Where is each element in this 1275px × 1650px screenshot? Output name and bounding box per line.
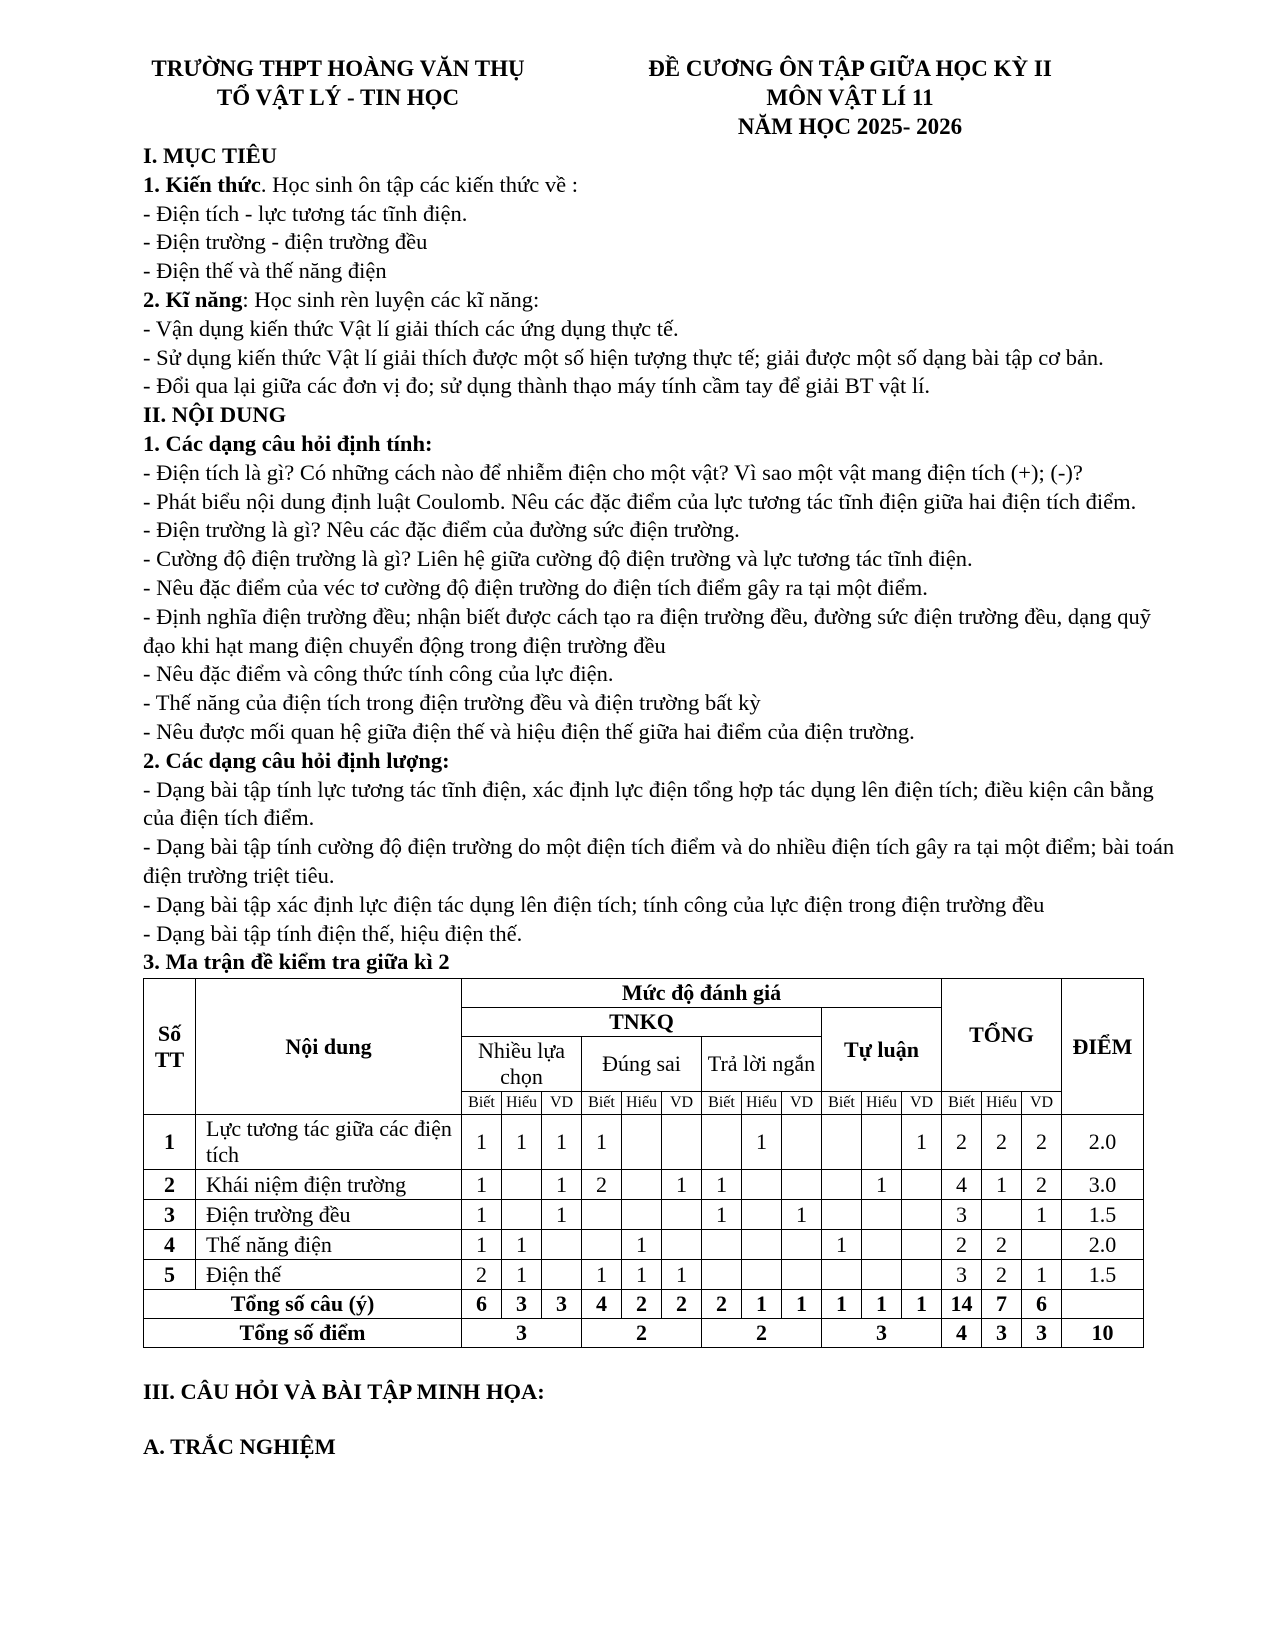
row-count-cell: 1 xyxy=(662,1170,702,1200)
group-points-cell: 3 xyxy=(822,1319,942,1348)
qualitative-item: - Thế năng của điện tích trong điện trường đều và điện trường bất kỳ xyxy=(143,690,761,716)
skills-label: 2. Kĩ năng xyxy=(143,286,243,312)
row-count-cell xyxy=(742,1200,782,1230)
row-count-cell: 1 xyxy=(582,1260,622,1290)
row-count-cell: 1 xyxy=(542,1200,582,1230)
group-points-cell: 2 xyxy=(582,1319,702,1348)
row-count-cell: 4 xyxy=(942,1170,982,1200)
row-count-cell xyxy=(822,1260,862,1290)
table-row xyxy=(144,1170,1144,1200)
row-stt: 1 xyxy=(144,1115,196,1170)
qualitative-item: - Nêu được mối quan hệ giữa điện thế và hiệu điện thế giữa hai điểm của điện trường. xyxy=(143,718,915,744)
row-count-cell xyxy=(622,1115,662,1170)
row-stt: 3 xyxy=(144,1200,196,1230)
level-points-cell: 4 xyxy=(942,1319,982,1348)
quantitative-item: - Dạng bài tập tính cường độ điện trường do một điện tích điểm và do nhiều điện tích gây ra tại một điểm; bài toán điện trường triệt tiêu. xyxy=(143,834,1175,888)
level-header-cell: Biết xyxy=(582,1092,622,1115)
group-points-cell: 3 xyxy=(462,1319,582,1348)
knowledge-intro xyxy=(143,171,1178,200)
row-count-cell: 1 xyxy=(502,1230,542,1260)
row-count-cell xyxy=(782,1260,822,1290)
row-count-cell: 1 xyxy=(622,1260,662,1290)
row-count-cell: 2 xyxy=(982,1260,1022,1290)
quantitative-item: - Dạng bài tập xác định lực điện tác dụng lên điện tích; tính công của lực điện trong điện trường đều xyxy=(143,891,1045,917)
total-questions-cell: 2 xyxy=(702,1290,742,1319)
row-count-cell: 2 xyxy=(942,1230,982,1260)
total-questions-cell: 1 xyxy=(862,1290,902,1319)
section-content-title: II. NỘI DUNG xyxy=(143,402,287,428)
row-count-cell xyxy=(902,1260,942,1290)
qualitative-item: - Nêu đặc điểm và công thức tính công của lực điện. xyxy=(143,661,614,687)
skill-item: - Vận dụng kiến thức Vật lí giải thích các ứng dụng thực tế. xyxy=(143,315,679,341)
total-questions-cell: 2 xyxy=(662,1290,702,1319)
level-header-cell: VD xyxy=(542,1092,582,1115)
row-count-cell: 1 xyxy=(1022,1200,1062,1230)
header-tnkq: TNKQ xyxy=(462,1008,822,1037)
header-title xyxy=(600,54,1100,141)
row-count-cell: 1 xyxy=(902,1115,942,1170)
row-count-cell: 2 xyxy=(462,1260,502,1290)
row-count-cell xyxy=(822,1115,862,1170)
row-score: 2.0 xyxy=(1062,1230,1144,1260)
row-count-cell: 3 xyxy=(942,1200,982,1230)
level-points-cell: 3 xyxy=(982,1319,1022,1348)
total-questions-cell: 7 xyxy=(982,1290,1022,1319)
header-stt: Số TT xyxy=(144,979,196,1115)
row-stt: 4 xyxy=(144,1230,196,1260)
total-points-label: Tổng số điểm xyxy=(144,1319,462,1348)
row-score: 1.5 xyxy=(1062,1260,1144,1290)
level-header-cell: Hiểu xyxy=(982,1092,1022,1115)
row-count-cell: 1 xyxy=(742,1115,782,1170)
row-count-cell: 2 xyxy=(1022,1170,1062,1200)
row-count-cell: 1 xyxy=(622,1230,662,1260)
table-row xyxy=(144,1115,1144,1170)
row-content: Điện thế xyxy=(196,1260,462,1290)
row-count-cell: 1 xyxy=(502,1115,542,1170)
row-count-cell xyxy=(822,1170,862,1200)
row-count-cell xyxy=(662,1200,702,1230)
row-count-cell: 1 xyxy=(702,1170,742,1200)
level-header-cell: Hiểu xyxy=(502,1092,542,1115)
row-stt: 2 xyxy=(144,1170,196,1200)
quantitative-item: - Dạng bài tập tính lực tương tác tĩnh điện, xác định lực điện tổng hợp tác dụng lên điện tích; điều kiện cân bằng của điện tích điểm. xyxy=(143,776,1154,831)
row-count-cell xyxy=(902,1230,942,1260)
row-count-cell: 2 xyxy=(982,1230,1022,1260)
knowledge-item: - Điện thế và thế năng điện xyxy=(143,258,387,284)
header-school xyxy=(118,54,558,112)
row-content: Lực tương tác giữa các điện tích xyxy=(196,1115,462,1170)
qualitative-item: - Điện tích là gì? Có những cách nào để nhiễm điện cho một vật? Vì sao một vật mang điện tích (+); (-)? xyxy=(143,459,1083,485)
row-count-cell xyxy=(662,1115,702,1170)
level-header-cell: VD xyxy=(662,1092,702,1115)
row-count-cell xyxy=(702,1230,742,1260)
row-count-cell xyxy=(902,1200,942,1230)
total-questions-cell: 6 xyxy=(1022,1290,1062,1319)
header-essay: Tự luận xyxy=(822,1008,942,1092)
total-score-cell: 10 xyxy=(1062,1319,1144,1348)
row-count-cell xyxy=(862,1260,902,1290)
row-count-cell xyxy=(782,1230,822,1260)
row-count-cell xyxy=(622,1200,662,1230)
skills-intro xyxy=(143,286,1178,315)
level-header-cell: VD xyxy=(902,1092,942,1115)
row-count-cell: 1 xyxy=(462,1170,502,1200)
header-content: Nội dung xyxy=(196,979,462,1115)
knowledge-text: . Học sinh ôn tập các kiến thức về : xyxy=(260,171,578,197)
row-score: 2.0 xyxy=(1062,1115,1144,1170)
matrix-title: 3. Ma trận đề kiểm tra giữa kì 2 xyxy=(143,949,450,975)
total-points-row xyxy=(144,1319,1144,1348)
row-count-cell xyxy=(742,1230,782,1260)
skills-text: : Học sinh rèn luyện các kĩ năng: xyxy=(242,286,540,312)
section-objectives-title: I. MỤC TIÊU xyxy=(143,143,277,168)
level-points-cell: 3 xyxy=(1022,1319,1062,1348)
row-count-cell: 2 xyxy=(982,1115,1022,1170)
total-questions-cell: 4 xyxy=(582,1290,622,1319)
row-count-cell: 1 xyxy=(542,1115,582,1170)
skill-item: - Đổi qua lại giữa các đơn vị đo; sử dụng thành thạo máy tính cầm tay để giải BT vật lí. xyxy=(143,373,930,399)
row-count-cell xyxy=(582,1200,622,1230)
total-questions-score xyxy=(1062,1290,1144,1319)
row-count-cell: 1 xyxy=(982,1170,1022,1200)
skill-item: - Sử dụng kiến thức Vật lí giải thích được một số hiện tượng thực tế; giải được một số dạng bài tập cơ bản. xyxy=(143,344,1104,370)
quantitative-title: 2. Các dạng câu hỏi định lượng: xyxy=(143,747,450,773)
total-questions-cell: 14 xyxy=(942,1290,982,1319)
row-content: Thế năng điện xyxy=(196,1230,462,1260)
row-count-cell xyxy=(782,1115,822,1170)
row-count-cell xyxy=(982,1200,1022,1230)
header-total: TỔNG xyxy=(942,979,1062,1092)
qualitative-item: - Điện trường là gì? Nêu các đặc điểm của đường sức điện trường. xyxy=(143,517,740,543)
row-score: 3.0 xyxy=(1062,1170,1144,1200)
row-count-cell xyxy=(862,1230,902,1260)
table-row xyxy=(144,1200,1144,1230)
row-count-cell xyxy=(822,1200,862,1230)
qualitative-title: 1. Các dạng câu hỏi định tính: xyxy=(143,430,433,456)
row-count-cell xyxy=(502,1200,542,1230)
row-count-cell: 1 xyxy=(502,1260,542,1290)
row-stt: 5 xyxy=(144,1260,196,1290)
row-count-cell xyxy=(662,1230,702,1260)
school-name: TRƯỜNG THPT HOÀNG VĂN THỤ xyxy=(151,56,525,81)
section-questions-title: III. CÂU HỎI VÀ BÀI TẬP MINH HỌA: xyxy=(143,1379,545,1405)
header-level: Mức độ đánh giá xyxy=(462,979,942,1008)
level-header-cell: Biết xyxy=(822,1092,862,1115)
header-mcq: Nhiều lựa chọn xyxy=(462,1037,582,1092)
level-header-cell: VD xyxy=(1022,1092,1062,1115)
row-count-cell: 1 xyxy=(462,1115,502,1170)
knowledge-item: - Điện trường - điện trường đều xyxy=(143,229,428,255)
knowledge-item: - Điện tích - lực tương tác tĩnh điện. xyxy=(143,200,468,226)
level-header-cell: Hiểu xyxy=(742,1092,782,1115)
total-questions-cell: 1 xyxy=(782,1290,822,1319)
row-count-cell xyxy=(582,1230,622,1260)
row-count-cell xyxy=(622,1170,662,1200)
qualitative-item: - Cường độ điện trường là gì? Liên hệ giữa cường độ điện trường và lực tương tác tĩnh điện. xyxy=(143,546,973,572)
table-row xyxy=(144,1260,1144,1290)
row-count-cell: 1 xyxy=(462,1200,502,1230)
row-count-cell xyxy=(742,1260,782,1290)
header-true-false: Đúng sai xyxy=(582,1037,702,1092)
row-count-cell: 3 xyxy=(942,1260,982,1290)
document-body xyxy=(143,142,1178,1462)
row-count-cell xyxy=(862,1115,902,1170)
row-count-cell xyxy=(862,1200,902,1230)
qualitative-item: - Nêu đặc điểm của véc tơ cường độ điện trường do điện tích điểm gây ra tại một điểm. xyxy=(143,574,928,600)
row-count-cell: 1 xyxy=(862,1170,902,1200)
qualitative-item: - Định nghĩa điện trường đều; nhận biết được cách tạo ra điện trường đều, đường sức điện trường đều, dạng quỹ đạo khi hạt mang điện chuyển động trong điện trường đều xyxy=(143,603,1152,658)
row-content: Khái niệm điện trường xyxy=(196,1170,462,1200)
row-count-cell xyxy=(742,1170,782,1200)
row-count-cell xyxy=(1022,1230,1062,1260)
row-count-cell: 2 xyxy=(582,1170,622,1200)
row-count-cell: 2 xyxy=(1022,1115,1062,1170)
total-questions-cell: 1 xyxy=(742,1290,782,1319)
total-questions-cell: 1 xyxy=(822,1290,862,1319)
table-row xyxy=(144,1230,1144,1260)
level-header-cell: Hiểu xyxy=(862,1092,902,1115)
row-count-cell xyxy=(782,1170,822,1200)
row-count-cell xyxy=(502,1170,542,1200)
row-count-cell xyxy=(542,1260,582,1290)
level-header-cell: Biết xyxy=(702,1092,742,1115)
row-count-cell: 1 xyxy=(662,1260,702,1290)
total-questions-label: Tổng số câu (ý) xyxy=(144,1290,462,1319)
row-count-cell: 1 xyxy=(702,1200,742,1230)
total-questions-cell: 6 xyxy=(462,1290,502,1319)
total-questions-cell: 2 xyxy=(622,1290,662,1319)
total-questions-cell: 1 xyxy=(902,1290,942,1319)
row-count-cell xyxy=(542,1230,582,1260)
subject-name: MÔN VẬT LÍ 11 xyxy=(766,85,934,110)
level-header-cell: Biết xyxy=(942,1092,982,1115)
row-count-cell: 1 xyxy=(822,1230,862,1260)
document-title: ĐỀ CƯƠNG ÔN TẬP GIỮA HỌC KỲ II xyxy=(648,56,1052,81)
total-questions-row xyxy=(144,1290,1144,1319)
row-count-cell: 1 xyxy=(582,1115,622,1170)
row-count-cell xyxy=(902,1170,942,1200)
group-points-cell: 2 xyxy=(702,1319,822,1348)
row-count-cell: 1 xyxy=(1022,1260,1062,1290)
row-score: 1.5 xyxy=(1062,1200,1144,1230)
row-content: Điện trường đều xyxy=(196,1200,462,1230)
total-questions-cell: 3 xyxy=(502,1290,542,1319)
quantitative-item: - Dạng bài tập tính điện thế, hiệu điện thế. xyxy=(143,920,523,946)
level-header-cell: Hiểu xyxy=(622,1092,662,1115)
row-count-cell: 1 xyxy=(542,1170,582,1200)
row-count-cell: 1 xyxy=(462,1230,502,1260)
header-score: ĐIỂM xyxy=(1062,979,1144,1115)
assessment-matrix-table xyxy=(143,978,1144,1348)
row-count-cell xyxy=(702,1260,742,1290)
knowledge-label: 1. Kiến thức xyxy=(143,171,261,197)
row-count-cell: 2 xyxy=(942,1115,982,1170)
qualitative-item: - Phát biểu nội dung định luật Coulomb. Nêu các đặc điểm của lực tương tác tĩnh điện giữa hai điện tích điểm. xyxy=(143,488,1137,514)
row-count-cell: 1 xyxy=(782,1200,822,1230)
level-header-cell: Biết xyxy=(462,1092,502,1115)
department-name: TỔ VẬT LÝ - TIN HỌC xyxy=(216,85,460,110)
header-short-answer: Trả lời ngắn xyxy=(702,1037,822,1092)
school-year: NĂM HỌC 2025- 2026 xyxy=(737,114,963,139)
section-multiple-choice-title: A. TRẮC NGHIỆM xyxy=(143,1433,336,1459)
total-questions-cell: 3 xyxy=(542,1290,582,1319)
level-header-cell: VD xyxy=(782,1092,822,1115)
row-count-cell xyxy=(702,1115,742,1170)
